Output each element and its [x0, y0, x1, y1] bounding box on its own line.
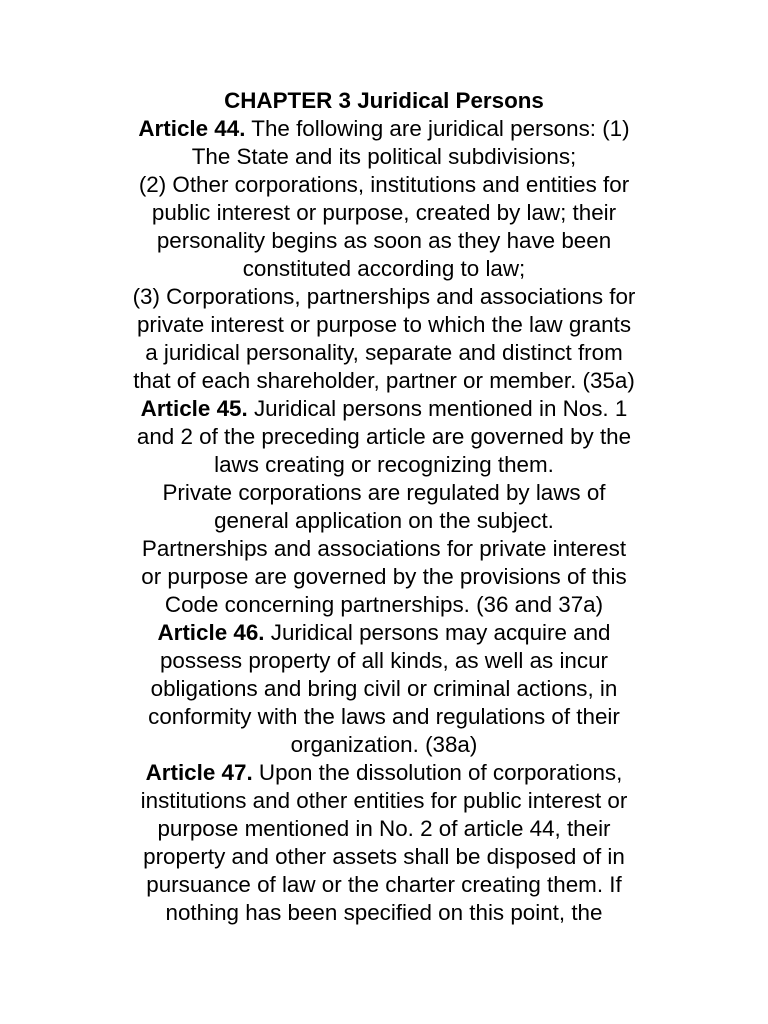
article-44-line-1: Article 44. The following are juridical persons: (1): [138, 116, 630, 141]
article-44-line-7: (3) Corporations, partnerships and associations for: [132, 284, 636, 309]
article-44-line-3: (2) Other corporations, institutions and entities for: [138, 172, 630, 197]
article-45-line-7: or purpose are governed by the provisions of this: [141, 564, 627, 589]
article-44-line-8: private interest or purpose to which the law grants: [136, 312, 632, 337]
article-44-label: Article 44.: [138, 116, 246, 141]
article-44-line-6: constituted according to law;: [242, 256, 526, 281]
article-45-line-6: Partnerships and associations for private interest: [141, 536, 627, 561]
article-45-line-5: general application on the subject.: [214, 508, 554, 533]
article-47-line-1: Article 47. Upon the dissolution of corporations,: [145, 760, 623, 785]
chapter-title: CHAPTER 3 Juridical Persons: [224, 88, 544, 113]
article-47-line-6: nothing has been specified on this point, the: [165, 900, 603, 925]
article-45-line-1: Article 45. Juridical persons mentioned in Nos. 1: [140, 396, 628, 421]
article-45-line-4: Private corporations are regulated by laws of: [162, 480, 606, 505]
article-44-line-10: that of each shareholder, partner or member. (35a): [133, 368, 635, 393]
article-46-line-2: possess property of all kinds, as well as incur: [159, 648, 608, 673]
article-47-line-2: institutions and other entities for public interest or: [140, 788, 628, 813]
article-47-line-5: pursuance of law or the charter creating them. If: [146, 872, 622, 897]
article-47-line-3: purpose mentioned in No. 2 of article 44, their: [157, 816, 611, 841]
article-45-line-3: laws creating or recognizing them.: [214, 452, 554, 477]
document-page: [0, 87, 768, 927]
article-46-line-5: organization. (38a): [290, 732, 478, 757]
article-45-label: Article 45.: [140, 396, 248, 421]
article-46-line-3: obligations and bring civil or criminal actions, in: [150, 676, 618, 701]
article-46-line-4: conformity with the laws and regulations of their: [148, 704, 620, 729]
article-47-label: Article 47.: [145, 760, 253, 785]
article-46-label: Article 46.: [157, 620, 265, 645]
article-46-line-1: Article 46. Juridical persons may acquire and: [157, 620, 611, 645]
article-44-line-2: The State and its political subdivisions;: [191, 144, 577, 169]
article-45-line-8: Code concerning partnerships. (36 and 37a): [164, 592, 604, 617]
article-44-line-4: public interest or purpose, created by law; their: [151, 200, 617, 225]
article-44-line-5: personality begins as soon as they have been: [156, 228, 612, 253]
article-44-line-9: a juridical personality, separate and distinct from: [145, 340, 623, 365]
article-45-line-2: and 2 of the preceding article are governed by the: [136, 424, 632, 449]
article-47-line-4: property and other assets shall be disposed of in: [143, 844, 625, 869]
